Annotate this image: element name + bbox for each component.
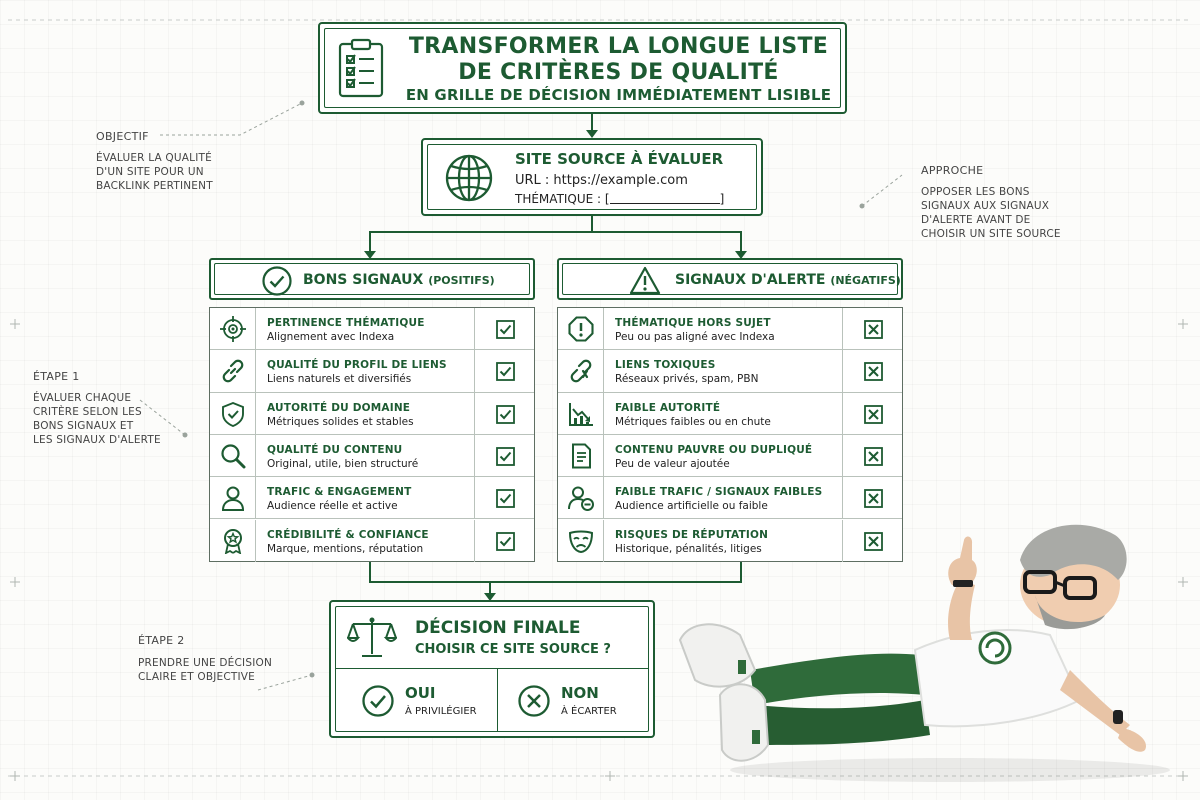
criterion-label: AUTORITÉ DU DOMAINE (267, 401, 411, 414)
shield-check-icon (220, 401, 246, 427)
criterion-label: PERTINENCE THÉMATIQUE (267, 317, 425, 329)
criterion-desc: Alignement avec Indexa (267, 331, 395, 343)
criterion-desc: Original, utile, bien structuré (267, 457, 419, 470)
yes-option-sub: À PRIVILÉGIER (405, 706, 477, 717)
checked-box-icon[interactable] (496, 320, 515, 339)
table-row (210, 350, 534, 392)
note-etape1-body: ÉVALUER CHAQUE CRITÈRE SELON LES BONS SIGNAUX ET LES SIGNAUX D'ALERTE (33, 392, 161, 446)
crossed-box-icon[interactable] (864, 489, 883, 508)
source-site-box (421, 138, 763, 216)
warning-triangle-icon (629, 265, 661, 297)
crossed-box-icon[interactable] (864, 320, 883, 339)
table-row (210, 520, 534, 562)
table-row (558, 308, 902, 350)
award-badge-icon (220, 528, 246, 554)
table-row (210, 477, 534, 519)
criterion-desc: Audience réelle et active (267, 500, 398, 513)
criterion-desc: Réseaux privés, spam, PBN (615, 373, 759, 386)
table-row (558, 393, 902, 435)
criterion-label: FAIBLE AUTORITÉ (615, 401, 721, 414)
user-minus-icon (568, 485, 594, 511)
user-icon (220, 485, 246, 511)
criterion-desc: Peu de valeur ajoutée (615, 457, 730, 470)
table-row (210, 308, 534, 350)
crossed-box-icon[interactable] (864, 447, 883, 466)
broken-link-icon (568, 358, 594, 384)
criterion-label: LIENS TOXIQUES (615, 359, 716, 372)
source-theme: THÉMATIQUE : [ ] (515, 192, 725, 206)
criterion-desc: Métriques solides et stables (267, 415, 414, 428)
no-option-sub: À ÉCARTER (561, 706, 617, 717)
criterion-label: CONTENU PAUVRE OU DUPLIQUÉ (615, 443, 813, 456)
mask-icon (568, 528, 594, 554)
note-objectif-heading: OBJECTIF (96, 130, 149, 143)
title-line-1: TRANSFORMER LA LONGUE LISTE (408, 34, 829, 59)
decision-title: DÉCISION FINALE (415, 618, 581, 638)
criterion-label: THÉMATIQUE HORS SUJET (615, 317, 771, 329)
target-icon (220, 316, 246, 342)
checked-box-icon[interactable] (496, 489, 515, 508)
alert-octagon-icon (568, 316, 594, 342)
title-box (318, 22, 847, 114)
criterion-label: TRAFIC & ENGAGEMENT (267, 486, 412, 499)
link-icon (220, 358, 246, 384)
title-line-3: EN GRILLE DE DÉCISION IMMÉDIATEMENT LISIBLE (405, 86, 832, 104)
crossed-box-icon[interactable] (864, 405, 883, 424)
source-title: SITE SOURCE À ÉVALUER (515, 150, 724, 168)
decision-question: CHOISIR CE SITE SOURCE ? (415, 642, 611, 657)
note-approche-body: OPPOSER LES BONS SIGNAUX AUX SIGNAUX D'ALERTE AVANT DE CHOISIR UN SITE SOURCE (921, 186, 1061, 240)
criterion-label: QUALITÉ DU PROFIL DE LIENS (267, 359, 447, 372)
magnifier-icon (220, 443, 246, 469)
table-row (210, 393, 534, 435)
good-signals-table (209, 307, 535, 562)
good-signals-title: BONS SIGNAUX (POSITIFS) (303, 272, 495, 288)
table-row (558, 350, 902, 392)
declining-chart-icon (568, 401, 594, 427)
check-circle-icon (261, 265, 293, 297)
check-circle-icon[interactable] (361, 684, 395, 718)
note-approche-heading: APPROCHE (921, 164, 984, 177)
theme-blank-field (610, 192, 720, 204)
x-circle-icon[interactable] (517, 684, 551, 718)
title-line-2: DE CRITÈRES DE QUALITÉ (458, 60, 779, 85)
criterion-label: FAIBLE TRAFIC / SIGNAUX FAIBLES (615, 486, 823, 499)
criterion-desc: Peu ou pas aligné avec Indexa (615, 331, 775, 343)
criterion-label: RISQUES DE RÉPUTATION (615, 528, 769, 541)
table-row (558, 435, 902, 477)
note-etape2-body: PRENDRE UNE DÉCISION CLAIRE ET OBJECTIVE (138, 657, 273, 683)
note-etape2-heading: ÉTAPE 2 (138, 634, 185, 647)
alert-signals-title: SIGNAUX D'ALERTE (NÉGATIFS) (675, 272, 901, 288)
good-signals-header (209, 258, 535, 300)
criterion-desc: Métriques faibles ou en chute (615, 415, 771, 428)
clipboard-checklist-icon (336, 38, 386, 98)
checked-box-icon[interactable] (496, 405, 515, 424)
checked-box-icon[interactable] (496, 532, 515, 551)
table-row (210, 435, 534, 477)
table-row (558, 477, 902, 519)
mascot-illustration (660, 520, 1180, 790)
criterion-desc: Liens naturels et diversifiés (267, 373, 412, 386)
note-objectif-body: ÉVALUER LA QUALITÉ D'UN SITE POUR UN BACKLINK PERTINENT (96, 152, 213, 192)
document-icon (568, 443, 594, 469)
yes-option-label[interactable]: OUI (405, 684, 436, 702)
checked-box-icon[interactable] (496, 447, 515, 466)
balance-scale-icon (347, 614, 397, 660)
criterion-desc: Historique, pénalités, litiges (615, 542, 762, 555)
crossed-box-icon[interactable] (864, 362, 883, 381)
checked-box-icon[interactable] (496, 362, 515, 381)
no-option-label[interactable]: NON (561, 684, 599, 702)
alert-signals-header (557, 258, 903, 300)
note-etape1-heading: ÉTAPE 1 (33, 370, 80, 383)
criterion-label: QUALITÉ DU CONTENU (267, 443, 403, 456)
final-decision-box (329, 600, 655, 738)
source-url: URL : https://example.com (515, 173, 688, 188)
globe-icon (443, 152, 495, 204)
criterion-label: CRÉDIBILITÉ & CONFIANCE (267, 528, 429, 541)
criterion-desc: Audience artificielle ou faible (615, 500, 768, 513)
criterion-desc: Marque, mentions, réputation (267, 542, 424, 555)
